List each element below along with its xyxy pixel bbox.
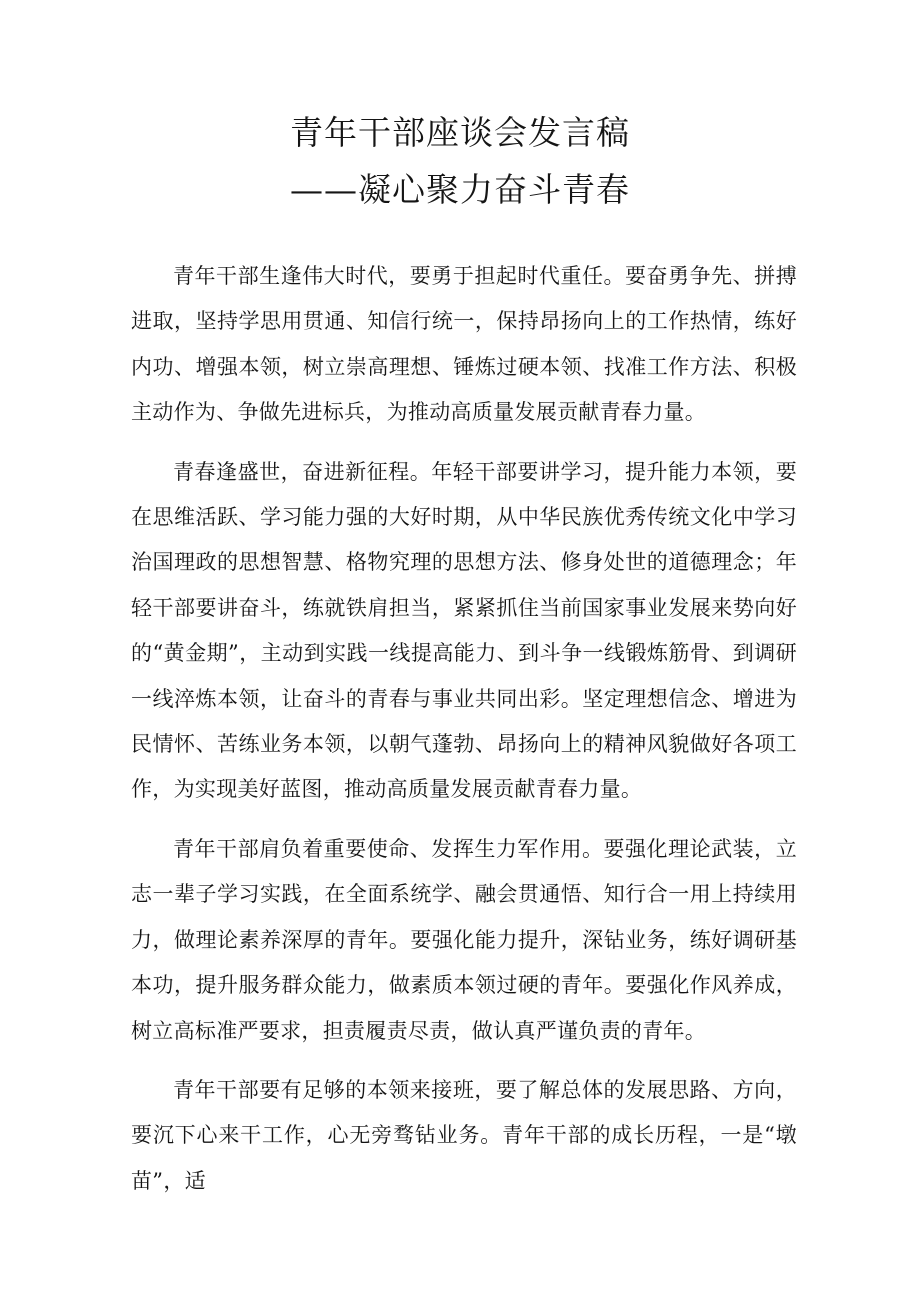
title-block bbox=[0, 104, 920, 218]
paragraph-4: 青年干部要有足够的本领来接班，要了解总体的发展思路、方向，要沉下心来干工作，心无旁骛钻业务。青年干部的成长历程，一是“墩苗”，适 bbox=[131, 1077, 797, 1193]
paragraph-2: 青春逢盛世，奋进新征程。年轻干部要讲学习，提升能力本领，要在思维活跃、学习能力强的大好时期，从中华民族优秀传统文化中学习治国理政的思想智慧、格物究理的思想方法、修身处世的道德理念；年轻干部要讲奋斗，练就铁肩担当，紧紧抓住当前国家事业发展来势向好的“黄金期”，主动到实践一线提高能力、到斗争一线锻炼筋骨、到调研一线淬炼本领，让奋斗的青春与事业共同出彩。坚定理想信念、增进为民情怀、苦练业务本领，以朝气蓬勃、昂扬向上的精神风貌做好各项工作，为实现美好蓝图，推动高质量发展贡献青春力量。 bbox=[131, 459, 797, 802]
document-subtitle: ——凝心聚力奋斗青春 bbox=[290, 170, 630, 209]
document-title: 青年干部座谈会发言稿 bbox=[290, 113, 630, 152]
document-body bbox=[131, 254, 797, 1218]
paragraph-3: 青年干部肩负着重要使命、发挥生力军作用。要强化理论武装，立志一辈子学习实践，在全面系统学、融会贯通悟、知行合一用上持续用力，做理论素养深厚的青年。要强化能力提升，深钻业务，练好调研基本功，提升服务群众能力，做素质本领过硬的青年。要强化作风养成，树立高标准严要求，担责履责尽责，做认真严谨负责的青年。 bbox=[131, 836, 797, 1043]
paragraph-1: 青年干部生逢伟大时代，要勇于担起时代重任。要奋勇争先、拼搏进取，坚持学思用贯通、知信行统一，保持昂扬向上的工作热情，练好内功、增强本领，树立崇高理想、锤炼过硬本领、找准工作方法、积极主动作为、争做先进标兵，为推动高质量发展贡献青春力量。 bbox=[131, 264, 797, 425]
